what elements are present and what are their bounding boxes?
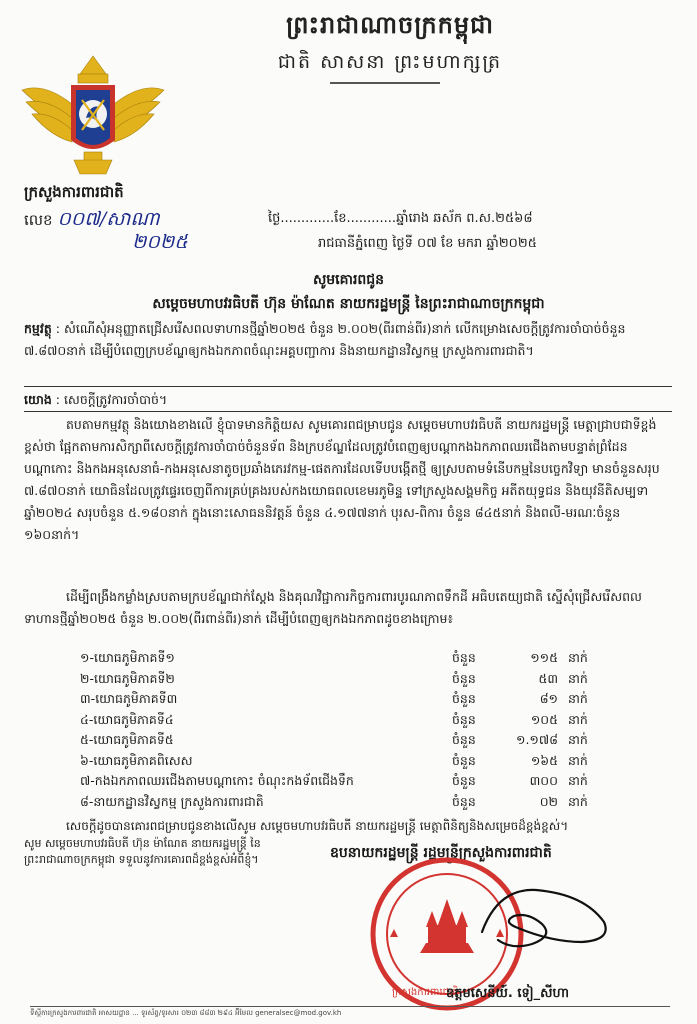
allocation-count-word: ចំនួន (452, 793, 476, 809)
allocation-list (80, 650, 640, 814)
allocation-count: ៥៣ (538, 670, 558, 686)
allocation-unit-name: ២-យោធភូមិភាគទី២ (80, 670, 175, 686)
subject-divider (24, 386, 672, 387)
allocation-row (80, 753, 640, 774)
allocation-unit-name: ៦-យោធភូមិភាគពិសេស (80, 752, 193, 768)
allocation-row (80, 773, 640, 794)
motto-ornament-divider (330, 82, 440, 84)
seal-text: ក្រសួងការពារជាតិ (392, 987, 459, 998)
allocation-count-word: ចំនួន (452, 670, 476, 686)
subject-block (24, 318, 672, 362)
allocation-count-word: ចំនួន (452, 711, 476, 727)
subject-label: កម្មវត្ថុ (24, 321, 52, 336)
reference-block (24, 389, 672, 411)
footer-divider (30, 1006, 670, 1007)
allocation-count-unit: នាក់ (568, 752, 588, 768)
ministry-emblem-icon (14, 52, 172, 180)
allocation-count-word: ចំនួន (452, 691, 476, 706)
allocation-count: ១.១៧៨ (516, 732, 558, 747)
allocation-unit-name: ៤-យោធភូមិភាគទី៤ (80, 711, 174, 727)
reference-number-handwritten: ០០៧/សាណា (57, 208, 160, 230)
handwritten-signature-icon (472, 878, 622, 958)
allocation-unit-name: ១-យោធភូមិភាគទី១ (80, 650, 175, 665)
allocation-count: ១០៥ (530, 711, 558, 727)
allocation-row (80, 671, 640, 692)
subject-text: : សំណើសុំអនុញ្ញាតជ្រើសរើសពលទាហានថ្មីឆ្នាំ២០២៥ ចំនួន ២.០០២(ពីរពាន់ពីរ)នាក់ លើកម្រោងសេចក្តីត្រូវការចាំបាច់ចំនួន ៧.៨៧០នាក់ ដើម្បីបំពេញក្របខ័ណ្ឌឲ្យកងឯកភាពចំណុះអគ្គបញ្ជាការ និងនាយកដ្ឋានវិស្វកម្ម ក្រសួងការពារជាតិ។ (24, 321, 626, 358)
allocation-count-unit: នាក់ (568, 732, 588, 747)
solar-date: រាជធានីភ្នំពេញ ថ្ងៃទី ០៧ ខែ មករា ឆ្នាំ២០២៥ (318, 236, 537, 251)
allocation-row (80, 794, 640, 815)
reference-label: យោង (24, 392, 52, 407)
closing-paragraph-1: សេចក្តីដូចបានគោរពជម្រាបជូនខាងលើសូម សម្តេចមហាបវរធិបតី នាយករដ្ឋមន្ត្រី មេត្តាពិនិត្យនិងសម្រេចដ៏ខ្ពង់ខ្ពស់។ (66, 819, 569, 833)
footer-contact: ទីស្តីការក្រសួងការពារជាតិ អាសយដ្ឋាន ... ទូរស័ព្ទ/ទូរសារ ០២៣ ៨៨៣ ២៩៤ អ៊ីមែល generalsec@mod.gov.kh (30, 1009, 342, 1017)
reference-prefix: លេខ (24, 211, 53, 229)
salutation: សូមគោរពជូន (312, 272, 385, 288)
allocation-count: ៨១ (539, 691, 558, 706)
allocation-count-unit: នាក់ (568, 691, 588, 706)
allocation-count-unit: នាក់ (568, 793, 588, 809)
allocation-row (80, 650, 640, 671)
allocation-unit-name: ៨-នាយកដ្ឋានវិស្វកម្ម ក្រសួងការពារជាតិ (80, 793, 264, 809)
kingdom-heading: ព្រះរាជាណាចក្រកម្ពុជា (286, 11, 494, 39)
signatory-title: ឧបនាយករដ្ឋមន្ត្រី រដ្ឋមន្ត្រីក្រសួងការពារជាតិ (330, 845, 552, 861)
ministry-name: ក្រសួងការពារជាតិ (24, 183, 124, 201)
lunar-date: ថ្ងៃ.............ខែ............ឆ្នាំរោង ឆស័ក ព.ស.២៥៦៨ (268, 211, 533, 226)
allocation-count-unit: នាក់ (568, 650, 588, 665)
allocation-unit-name: ៣-យោធភូមិភាគទី៣ (80, 691, 178, 706)
allocation-count-unit: នាក់ (568, 670, 588, 686)
allocation-row (80, 732, 640, 753)
allocation-count-unit: នាក់ (568, 773, 588, 788)
allocation-count-word: ចំនួន (452, 650, 476, 665)
body-paragraph-1: តបតាមកម្មវត្ថុ និងយោងខាងលើ ខ្ញុំបាទមានកិត្តិយស សូមគោរពជម្រាបជូន សម្តេចមហាបវរធិបតី នាយករដ្ឋមន្ត្រី មេត្តាជ្រាបជាទីខ្ពង់ខ្ពស់ថា ផ្អែកតាមការសិក្សាពីសេចក្តីត្រូវការចាំបាច់ចំនួនទ័ព និងក្របខ័ណ្ឌដែលត្រូវបំពេញឲ្យបណ្តាកងឯកភាពឈរជើងតាមបន្ទាត់ព្រំដែន បណ្តាកោះ និងកងអនុសេនាធំ-កងអនុសេនាតូចប្រឆាំងភេរវកម្ម-ផេតការដែលទើបបង្កើតថ្មី ឲ្យស្របតាមទំនើបកម្មនៃបច្ចេកវិទ្យា មានចំនួនសរុប ៧.៨៧០នាក់ យោធិនដែលត្រូវផ្ទេរចេញពីការគ្រប់គ្រងរបស់កងយោធពលខេមរភូមិន្ទ ទៅក្រសួងសង្គមកិច្ច អតីតយុទ្ធជន និងយុវនីតិសម្បទាឆ្នាំ២០២៤ សរុបចំនួន ៥.១៨០នាក់ ក្នុងនោះសោធននិវត្តន៍ ចំនួន ៤.១៧៧នាក់ បុរស-ពិការ ចំនួន ៨៤៥នាក់ និងពលី-មរណៈចំនួន ១៦០នាក់។ (24, 417, 660, 542)
allocation-unit-name: ៥-យោធភូមិភាគទី៥ (80, 732, 174, 747)
allocation-row (80, 712, 640, 733)
closing-paragraph-2: សូម សម្តេចមហាបវរធិបតី ហ៊ុន ម៉ាណែត នាយករដ្ឋមន្ត្រី នៃព្រះរាជាណាចក្រកម្ពុជា ទទួលនូវការគោរពដ៏ខ្ពង់ខ្ពស់អំពីខ្ញុំ។ (24, 837, 261, 866)
national-motto: ជាតិ សាសនា ព្រះមហាក្សត្រ (277, 51, 503, 73)
allocation-unit-name: ៧-កងឯកភាពឈរជើងតាមបណ្តាកោះ ចំណុះកងទ័ពជើងទឹក (80, 773, 354, 788)
reference-text: : សេចក្តីត្រូវការចាំបាច់។ (55, 392, 168, 407)
signer-name: ឧត្តមសេនីយ៍. ទៀ_សីហា (446, 986, 569, 1001)
allocation-count-word: ចំនួន (452, 752, 476, 768)
reference-divider (24, 411, 672, 412)
allocation-count-word: ចំនួន (452, 732, 476, 747)
addressee: សម្តេចមហាបវរធិបតី ហ៊ុន ម៉ាណែត នាយករដ្ឋមន្ត្រី នៃព្រះរាជាណាចក្រកម្ពុជា (152, 296, 545, 312)
reference-year-handwritten: ២០២៥ (132, 231, 188, 253)
allocation-count: ០២ (539, 793, 558, 809)
allocation-count-word: ចំនួន (452, 773, 476, 788)
body-paragraph-2: ដើម្បីពង្រឹងកម្លាំងស្របតាមក្របខ័ណ្ឌជាក់ស្តែង និងគុណវិជ្ជាការកិច្ចការពារបូរណភាពទឹកដី អធិបតេយ្យជាតិ ស្នើសុំជ្រើសរើសពលទាហានថ្មីឆ្នាំ២០២៥ ចំនួន ២.០០២(ពីរពាន់ពីរ)នាក់ ដើម្បីបំពេញឲ្យកងឯកភាពដូចខាងក្រោម៖ (24, 589, 642, 626)
allocation-count: ៣០០ (529, 773, 558, 788)
allocation-count: ១១៥ (530, 650, 558, 665)
allocation-row (80, 691, 640, 712)
allocation-count: ១៦៥ (530, 752, 558, 768)
allocation-count-unit: នាក់ (568, 711, 588, 727)
